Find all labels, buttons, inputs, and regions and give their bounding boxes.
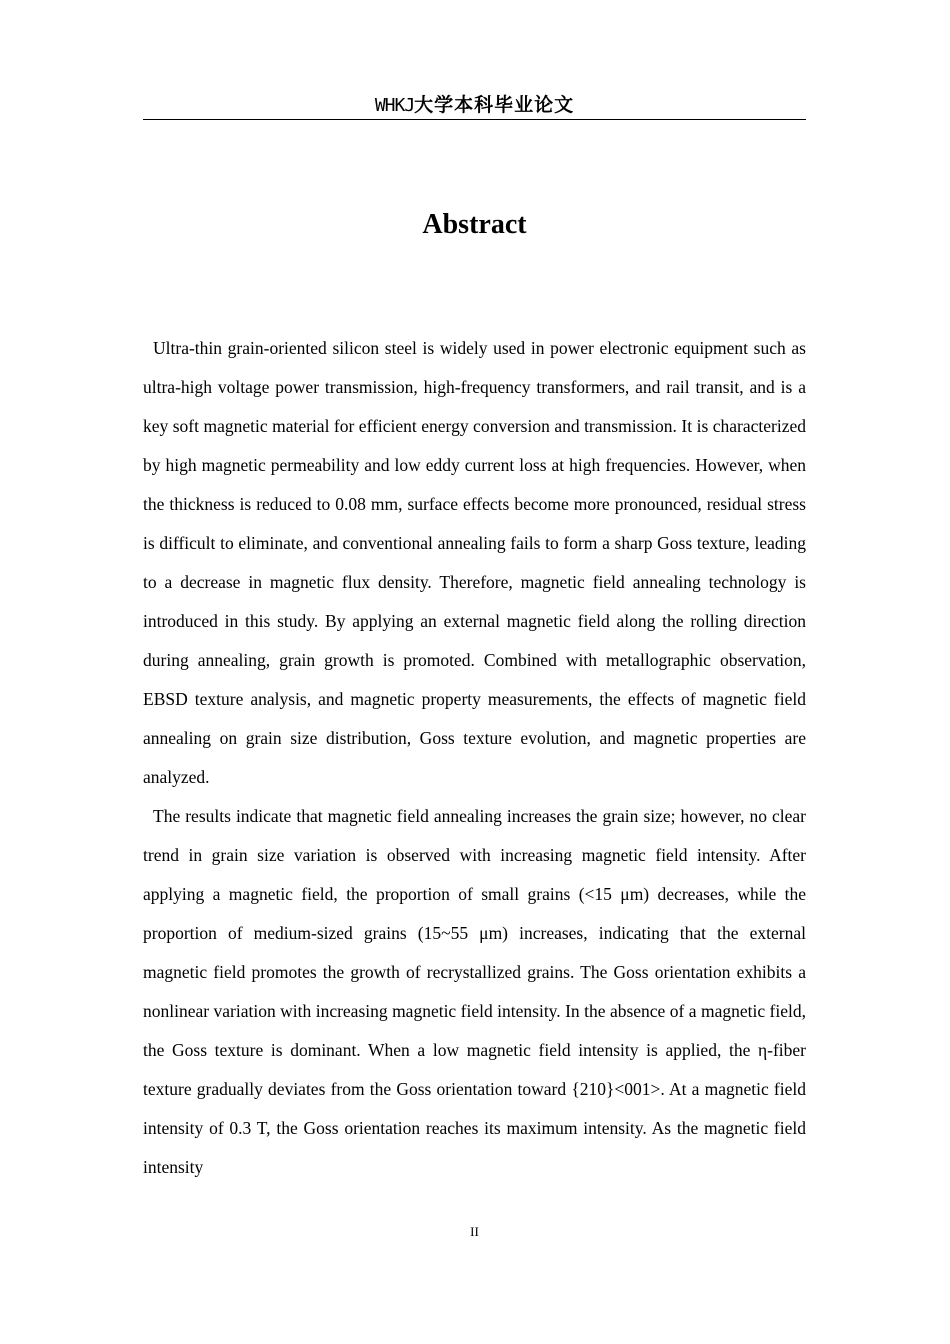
header-thesis-label: 大学本科毕业论文 bbox=[414, 94, 575, 116]
abstract-paragraph-2: The results indicate that magnetic field annealing increases the grain size; however, no clear trend in grain size variation is observed with increasing magnetic field intensity. After applying a magnetic field, the proportion of small grains (<15 μm) decreases, while the proportion of medium-sized grains (15~55 μm) increases, indicating that the external magnetic field promotes the growth of recrystallized grains. The Goss orientation exhibits a nonlinear variation with increasing magnetic field intensity. In the absence of a magnetic field, the Goss texture is dominant. When a low magnetic field intensity is applied, the η-fiber texture gradually deviates from the Goss orientation toward {210}<001>. At a magnetic field intensity of 0.3 T, the Goss orientation reaches its maximum intensity. As the magnetic field intensity bbox=[143, 806, 806, 1177]
header-rule bbox=[143, 119, 806, 120]
running-header bbox=[143, 92, 806, 119]
abstract-body bbox=[143, 329, 806, 1187]
page-title: Abstract bbox=[422, 209, 527, 240]
abstract-paragraph-1: Ultra-thin grain-oriented silicon steel is widely used in power electronic equipment such as ultra-high voltage power transmission, high-frequency transformers, and rail transit, and is a key soft magnetic material for efficient energy conversion and transmission. It is characterized by high magnetic permeability and low eddy current loss at high frequencies. However, when the thickness is reduced to 0.08 mm, surface effects become more pronounced, residual stress is difficult to eliminate, and conventional annealing fails to form a sharp Goss texture, leading to a decrease in magnetic flux density. Therefore, magnetic field annealing technology is introduced in this study. By applying an external magnetic field along the rolling direction during annealing, grain growth is promoted. Combined with metallographic observation, EBSD texture analysis, and magnetic property measurements, the effects of magnetic field annealing on grain size distribution, Goss texture evolution, and magnetic properties are analyzed. bbox=[143, 338, 806, 787]
page-number: II bbox=[470, 1224, 479, 1239]
header-university-code: WHKJ bbox=[374, 95, 415, 116]
